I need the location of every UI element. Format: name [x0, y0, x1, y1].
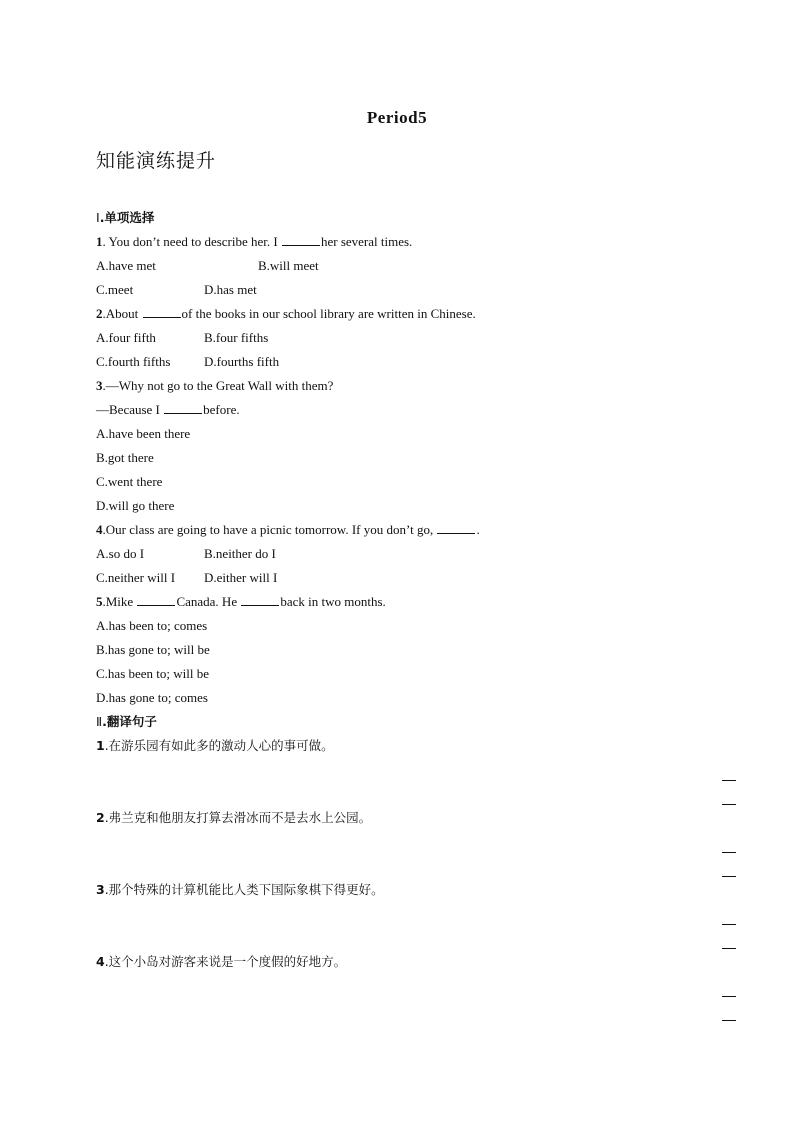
translation-item [96, 878, 716, 902]
question-text: —Because I [96, 402, 164, 417]
translation-answer-area[interactable] [96, 758, 716, 806]
question-stem [96, 518, 716, 542]
question-text: back in two months. [280, 594, 386, 609]
option-row [96, 542, 716, 566]
question-text: .—Why not go to the Great Wall with them? [102, 378, 334, 393]
question-text: . [476, 522, 480, 537]
question-text: .Our class are going to have a picnic tomorrow. If you don’t go, [102, 522, 437, 537]
question-stem [96, 302, 716, 326]
option-c[interactable]: C.has been to; will be [96, 666, 210, 681]
option-d[interactable]: D.has gone to; comes [96, 690, 208, 705]
answer-blank[interactable] [137, 591, 175, 606]
question-response [96, 398, 716, 422]
answer-blank[interactable] [282, 231, 320, 246]
answer-blank[interactable] [143, 303, 181, 318]
question-number: 5 [96, 594, 103, 609]
option-row [96, 566, 716, 590]
option-c[interactable]: C.fourth fifths [96, 354, 171, 369]
question-number: 4 [96, 954, 105, 969]
option-a[interactable]: A.four fifth [96, 330, 156, 345]
answer-line-end [722, 1020, 736, 1021]
question-text: of the books in our school library are written in Chinese. [181, 306, 476, 321]
section-numeral: Ⅰ [96, 211, 100, 225]
option-row [96, 326, 716, 350]
answer-blank[interactable] [164, 399, 202, 414]
question-text: . You don’t need to describe her. I [102, 234, 281, 249]
answer-line-end [722, 780, 736, 781]
option-b[interactable]: B.got there [96, 450, 154, 465]
option-row [96, 350, 716, 374]
answer-line-end [722, 924, 736, 925]
question-stem [96, 374, 716, 398]
option-row [96, 254, 716, 278]
section-heading-1 [96, 206, 716, 230]
answer-blank[interactable] [437, 519, 475, 534]
translation-answer-area[interactable] [96, 902, 716, 950]
option-d[interactable]: D.will go there [96, 498, 175, 513]
question-text: .Mike [102, 594, 137, 609]
question-number: 3 [96, 378, 103, 393]
translation-prompt: .那个特殊的计算机能比人类下国际象棋下得更好。 [104, 882, 384, 897]
answer-line-end [722, 876, 736, 877]
question-number: 4 [96, 522, 103, 537]
question-number: 2 [96, 306, 103, 321]
translation-answer-area[interactable] [96, 974, 716, 1022]
question-text: her several times. [320, 234, 413, 249]
answer-line-end [722, 804, 736, 805]
translation-item [96, 734, 716, 758]
option-a[interactable]: A.so do I [96, 546, 145, 561]
question-number: 1 [96, 738, 105, 753]
option-row [96, 278, 716, 302]
answer-line-end [722, 852, 736, 853]
translation-item [96, 806, 716, 830]
translation-prompt: .这个小岛对游客来说是一个度假的好地方。 [104, 954, 347, 969]
option-b[interactable]: B.will meet [258, 258, 319, 273]
option-a[interactable]: A.have been there [96, 426, 191, 441]
question-stem [96, 590, 716, 614]
question-stem [96, 230, 716, 254]
section-numeral: Ⅱ [96, 715, 103, 729]
question-text: before. [203, 402, 240, 417]
question-number: 3 [96, 882, 105, 897]
option-a[interactable]: A.has been to; comes [96, 618, 208, 633]
question-text: .About [102, 306, 142, 321]
question-number: 2 [96, 810, 105, 825]
option-c[interactable]: C.neither will I [96, 570, 176, 585]
section-heading-2 [96, 710, 716, 734]
option-c[interactable]: C.meet [96, 282, 134, 297]
translation-prompt: .在游乐园有如此多的激动人心的事可做。 [104, 738, 334, 753]
answer-line-end [722, 948, 736, 949]
question-number: 1 [96, 234, 103, 249]
page-subtitle: 知能演练提升 [96, 150, 217, 172]
option-b[interactable]: B.four fifths [204, 330, 269, 345]
option-d[interactable]: D.either will I [204, 570, 278, 585]
option-c[interactable]: C.went there [96, 474, 163, 489]
worksheet-content [96, 206, 716, 1022]
option-b[interactable]: B.has gone to; will be [96, 642, 210, 657]
translation-item [96, 950, 716, 974]
page-title: Period5 [366, 108, 428, 127]
option-a[interactable]: A.have met [96, 258, 156, 273]
option-b[interactable]: B.neither do I [204, 546, 276, 561]
option-d[interactable]: D.fourths fifth [204, 354, 280, 369]
answer-blank[interactable] [241, 591, 279, 606]
option-d[interactable]: D.has met [204, 282, 257, 297]
translation-answer-area[interactable] [96, 830, 716, 878]
section-title: .单项选择 [99, 210, 155, 225]
answer-line-end [722, 996, 736, 997]
translation-prompt: .弗兰克和他朋友打算去滑冰而不是去水上公园。 [104, 810, 372, 825]
question-text: Canada. He [176, 594, 241, 609]
section-title: .翻译句子 [102, 714, 157, 729]
